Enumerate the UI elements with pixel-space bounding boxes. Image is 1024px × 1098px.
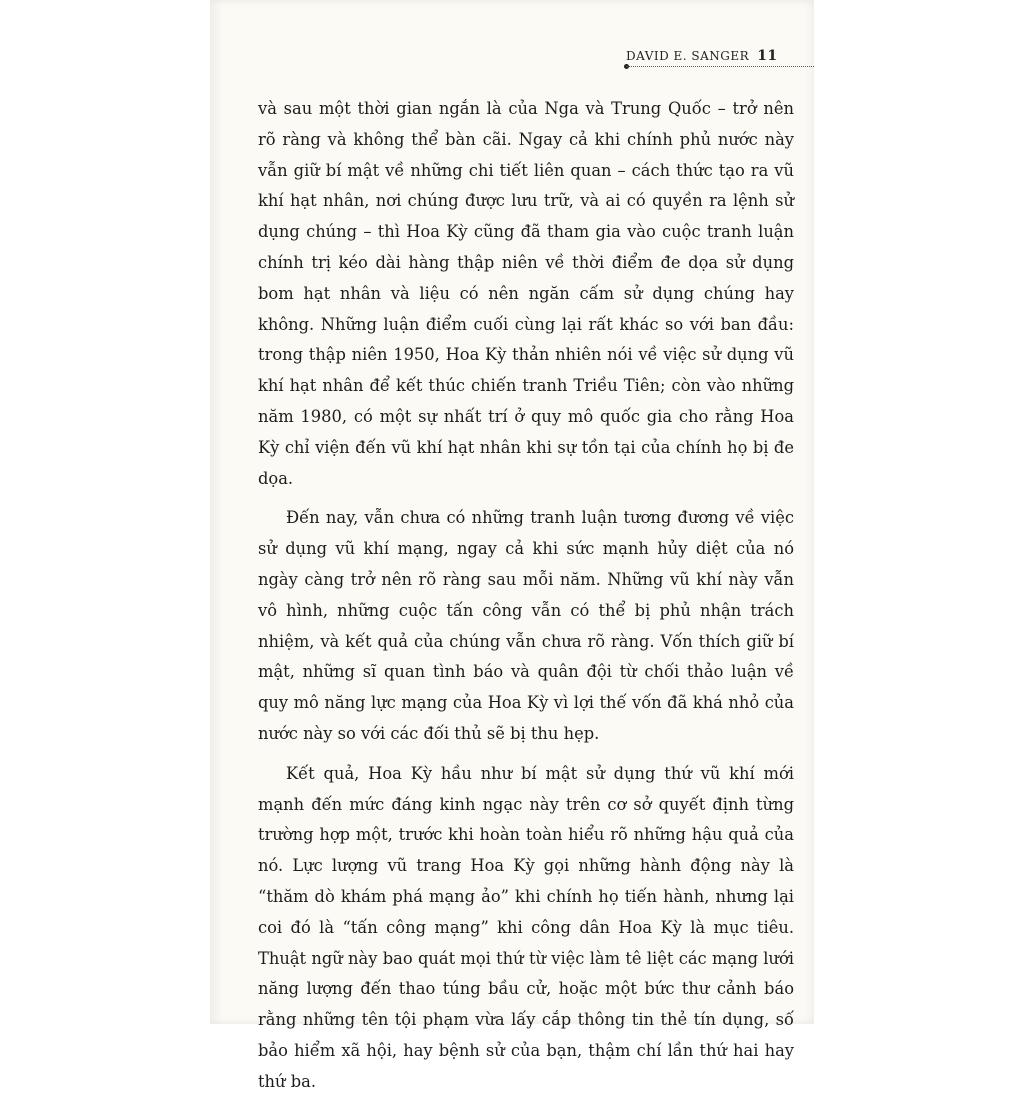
body-text	[258, 94, 794, 1098]
book-page	[210, 0, 814, 1091]
paragraph-2: Đến nay, vẫn chưa có những tranh luận tương đương về việc sử dụng vũ khí mạng, ngay cả khi sức mạnh hủy diệt của nó ngày càng trở nên rõ ràng sau mỗi năm. Những vũ khí này vẫn vô hình, những cuộc tấn công vẫn có thể bị phủ nhận trách nhiệm, và kết quả của chúng vẫn chưa rõ ràng. Vốn thích giữ bí mật, những sĩ quan tình báo và quân đội từ chối thảo luận về quy mô năng lực mạng của Hoa Kỳ vì lợi thế vốn đã khá nhỏ của nước này so với các đối thủ sẽ bị thu hẹp.	[258, 508, 794, 743]
page-number: 11	[757, 48, 778, 64]
header-rule	[626, 66, 814, 67]
paragraph-1: và sau một thời gian ngắn là của Nga và Trung Quốc – trở nên rõ ràng và không thể bàn cãi. Ngay cả khi chính phủ nước này vẫn giữ bí mật về những chi tiết liên quan – cách thức tạo ra vũ khí hạt nhân, nơi chúng được lưu trữ, và ai có quyền ra lệnh sử dụng chúng – thì Hoa Kỳ cũng đã tham gia vào cuộc tranh luận chính trị kéo dài hàng thập niên về thời điểm đe dọa sử dụng bom hạt nhân và liệu có nên ngăn cấm sử dụng chúng hay không. Những luận điểm cuối cùng lại rất khác so với ban đầu: trong thập niên 1950, Hoa Kỳ thản nhiên nói về việc sử dụng vũ khí hạt nhân để kết thúc chiến tranh Triều Tiên; còn vào những năm 1980, có một sự nhất trí ở quy mô quốc gia cho rằng Hoa Kỳ chỉ viện đến vũ khí hạt nhân khi sự tồn tại của chính họ bị đe dọa.	[258, 99, 794, 488]
running-head-author: DAVID E. SANGER	[626, 49, 750, 63]
running-head	[626, 48, 778, 64]
paragraph-3: Kết quả, Hoa Kỳ hầu như bí mật sử dụng thứ vũ khí mới mạnh đến mức đáng kinh ngạc này trên cơ sở quyết định từng trường hợp một, trước khi hoàn toàn hiểu rõ những hậu quả của nó. Lực lượng vũ trang Hoa Kỳ gọi những hành động này là “thăm dò khám phá mạng ảo” khi chính họ tiến hành, nhưng lại coi đó là “tấn công mạng” khi công dân Hoa Kỳ là mục tiêu. Thuật ngữ này bao quát mọi thứ từ việc làm tê liệt các mạng lưới năng lượng đến thao túng bầu cử, hoặc một bức thư cảnh báo rằng những tên tội phạm vừa lấy cắp thông tin thẻ tín dụng, số bảo hiểm xã hội, hay bệnh sử của bạn, thậm chí lần thứ hai hay thứ ba.	[258, 763, 794, 1091]
